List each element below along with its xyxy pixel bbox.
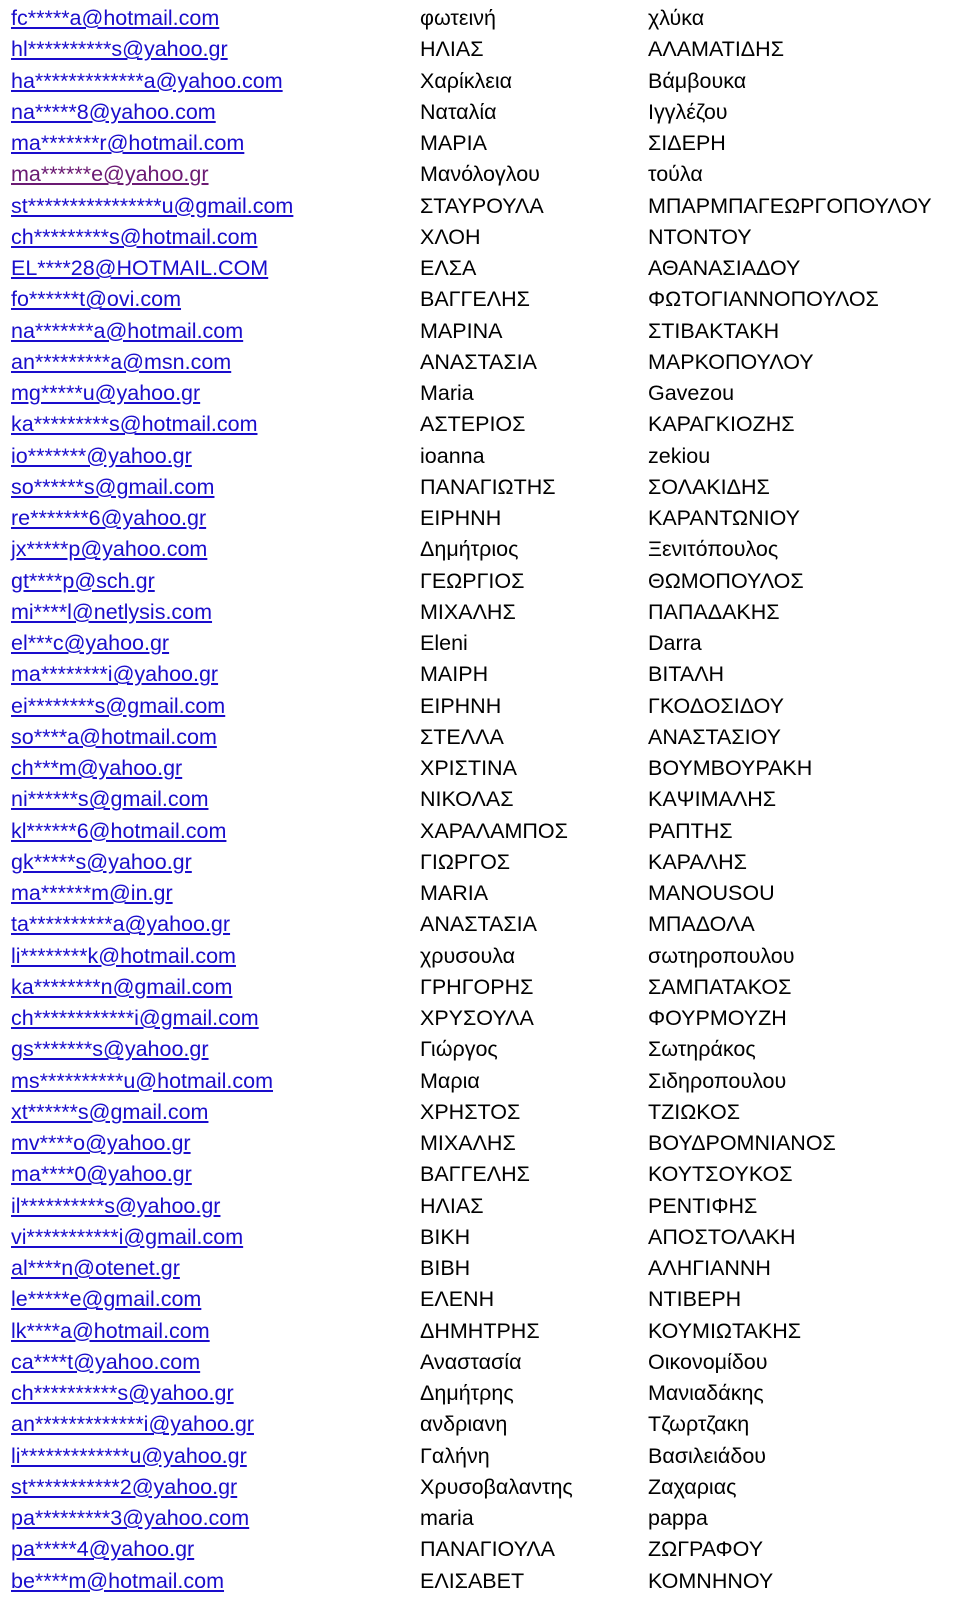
email-cell bbox=[11, 816, 226, 847]
last-name-cell: Βασιλειάδου bbox=[648, 1443, 767, 1468]
email-cell bbox=[11, 1097, 208, 1128]
email-link[interactable]: vi***********i@gmail.com bbox=[11, 1224, 244, 1249]
email-link[interactable]: ei********s@gmail.com bbox=[11, 693, 226, 718]
email-cell bbox=[11, 441, 192, 472]
contact-row bbox=[0, 1066, 960, 1097]
contact-row bbox=[0, 1566, 960, 1597]
last-name-cell: Gavezou bbox=[648, 381, 735, 405]
last-name-cell: ΠΑΠΑΔΑΚΗΣ bbox=[648, 599, 780, 624]
last-name-cell: ΚΟΥΜΙΩΤΑΚΗΣ bbox=[648, 1318, 802, 1343]
email-cell bbox=[11, 1253, 180, 1284]
first-name-cell: Αναστασία bbox=[420, 1349, 522, 1374]
first-name-cell: ΕΛΣΑ bbox=[420, 256, 477, 280]
last-name-cell: ΑΛΗΓΙΑΝΝΗ bbox=[648, 1256, 771, 1280]
last-name-cell: ΖΩΓΡΑΦΟΥ bbox=[648, 1537, 764, 1562]
email-cell bbox=[11, 878, 173, 909]
last-name-cell: ΣΙΔΕΡΗ bbox=[648, 131, 726, 155]
email-cell bbox=[11, 597, 212, 628]
contact-row bbox=[0, 1159, 960, 1190]
email-cell bbox=[11, 191, 293, 222]
email-cell bbox=[11, 1128, 191, 1159]
contact-row bbox=[0, 441, 960, 472]
contact-row bbox=[0, 1378, 960, 1409]
last-name-cell: χλύκα bbox=[648, 6, 705, 30]
email-cell bbox=[11, 1222, 243, 1253]
email-cell bbox=[11, 1284, 201, 1315]
contact-row bbox=[0, 909, 960, 940]
email-cell bbox=[11, 253, 268, 284]
email-cell bbox=[11, 378, 200, 409]
contact-row bbox=[0, 1409, 960, 1440]
email-cell bbox=[11, 1159, 192, 1190]
email-cell bbox=[11, 628, 169, 659]
email-link[interactable]: le*****e@gmail.com bbox=[11, 1287, 202, 1312]
last-name-cell: ΝΤΙΒΕΡΗ bbox=[648, 1287, 742, 1312]
email-link[interactable]: ka********n@gmail.com bbox=[11, 974, 233, 999]
email-cell bbox=[11, 66, 283, 97]
email-cell bbox=[11, 472, 214, 503]
contact-row bbox=[0, 222, 960, 253]
contact-row bbox=[0, 628, 960, 659]
first-name-cell: Μανόλογλου bbox=[420, 162, 540, 187]
email-link[interactable]: fo******t@ovi.com bbox=[11, 287, 182, 312]
contact-row bbox=[0, 566, 960, 597]
email-cell bbox=[11, 316, 243, 347]
first-name-cell: ioanna bbox=[420, 443, 485, 468]
contact-row bbox=[0, 972, 960, 1003]
first-name-cell: ΒΑΓΓΕΛΗΣ bbox=[420, 1162, 530, 1187]
first-name-cell: ΧΡΗΣΤΟΣ bbox=[420, 1099, 521, 1124]
email-cell bbox=[11, 909, 230, 940]
email-link[interactable]: mv****o@yahoo.gr bbox=[11, 1131, 191, 1155]
email-link[interactable]: ma******e@yahoo.gr bbox=[11, 162, 209, 187]
first-name-cell: ΕΙΡΗΝΗ bbox=[420, 506, 502, 530]
email-cell bbox=[11, 3, 219, 34]
last-name-cell: ΡΑΠΤΗΣ bbox=[648, 818, 733, 843]
last-name-cell: Σωτηράκος bbox=[648, 1037, 756, 1062]
contact-row bbox=[0, 753, 960, 784]
first-name-cell: maria bbox=[420, 1506, 474, 1530]
contact-row bbox=[0, 784, 960, 815]
first-name-cell: Ναταλία bbox=[420, 99, 497, 124]
first-name-cell: ΓΙΩΡΓΟΣ bbox=[420, 849, 511, 874]
contact-row bbox=[0, 66, 960, 97]
first-name-cell: ΠΑΝΑΓΙΟΥΛΑ bbox=[420, 1537, 556, 1562]
email-cell bbox=[11, 1441, 247, 1472]
last-name-cell: ΑΝΑΣΤΑΣΙΟΥ bbox=[648, 724, 782, 749]
email-cell bbox=[11, 1191, 220, 1222]
last-name-cell: ΦΟΥΡΜΟΥΖΗ bbox=[648, 1006, 787, 1030]
contact-row bbox=[0, 128, 960, 159]
email-cell bbox=[11, 409, 257, 440]
contact-row bbox=[0, 1128, 960, 1159]
last-name-cell: Μανιαδάκης bbox=[648, 1381, 764, 1405]
first-name-cell: ΕΙΡΗΝΗ bbox=[420, 693, 502, 718]
email-link[interactable]: so****a@hotmail.com bbox=[11, 724, 217, 749]
email-link[interactable]: pa*****4@yahoo.gr bbox=[11, 1537, 195, 1562]
contact-row bbox=[0, 722, 960, 753]
contact-row bbox=[0, 847, 960, 878]
last-name-cell: Οικονομίδου bbox=[648, 1349, 768, 1374]
email-cell bbox=[11, 1503, 249, 1534]
last-name-cell: ΒΙΤΑΛΗ bbox=[648, 662, 725, 687]
last-name-cell: ΝΤΟΝΤΟΥ bbox=[648, 224, 752, 249]
first-name-cell: ΜΑΙΡΗ bbox=[420, 662, 489, 687]
email-cell bbox=[11, 1003, 259, 1034]
last-name-cell: ΚΑΡΑΓΚΙΟΖΗΣ bbox=[648, 412, 795, 437]
contact-row bbox=[0, 1097, 960, 1128]
first-name-cell: χρυσουλα bbox=[420, 943, 516, 968]
last-name-cell: ΑΘΑΝΑΣΙΑΔΟΥ bbox=[648, 256, 801, 280]
email-link[interactable]: pa*********3@yahoo.com bbox=[11, 1506, 250, 1530]
last-name-cell: MANOUSOU bbox=[648, 881, 775, 905]
email-cell bbox=[11, 847, 192, 878]
email-link[interactable]: an*********a@msn.com bbox=[11, 349, 232, 374]
email-link[interactable]: mg*****u@yahoo.gr bbox=[11, 381, 201, 405]
contact-row bbox=[0, 1284, 960, 1315]
email-link[interactable]: el***c@yahoo.gr bbox=[11, 631, 170, 655]
email-cell bbox=[11, 1534, 194, 1565]
email-link[interactable]: ms**********u@hotmail.com bbox=[11, 1068, 274, 1093]
last-name-cell: ΜΑΡΚΟΠΟΥΛΟΥ bbox=[648, 349, 814, 374]
last-name-cell: Ζαχαριας bbox=[648, 1474, 737, 1499]
first-name-cell: ΓΡΗΓΟΡΗΣ bbox=[420, 974, 534, 999]
email-link[interactable]: ch*********s@hotmail.com bbox=[11, 224, 258, 249]
email-cell bbox=[11, 784, 208, 815]
last-name-cell: ΜΠΑΔΟΛΑ bbox=[648, 912, 755, 937]
email-link[interactable]: na*******a@hotmail.com bbox=[11, 318, 244, 343]
email-cell bbox=[11, 128, 244, 159]
first-name-cell: ΝΙΚΟΛΑΣ bbox=[420, 787, 514, 812]
last-name-cell: pappa bbox=[648, 1506, 708, 1530]
first-name-cell: ΔΗΜΗΤΡΗΣ bbox=[420, 1318, 540, 1343]
email-link[interactable]: ta**********a@yahoo.gr bbox=[11, 912, 231, 937]
first-name-cell: ΜΑΡΙΝΑ bbox=[420, 318, 503, 343]
email-link[interactable]: ka*********s@hotmail.com bbox=[11, 412, 258, 437]
email-cell bbox=[11, 566, 155, 597]
email-link[interactable]: na*****8@yahoo.com bbox=[11, 99, 216, 124]
email-link[interactable]: gt****p@sch.gr bbox=[11, 568, 155, 593]
last-name-cell: Ιγγλέζου bbox=[648, 99, 728, 124]
contact-row bbox=[0, 97, 960, 128]
last-name-cell: Σιδηροπουλου bbox=[648, 1068, 787, 1093]
email-cell bbox=[11, 1566, 224, 1597]
first-name-cell: ΧΡΥΣΟΥΛΑ bbox=[420, 1006, 534, 1030]
contact-row bbox=[0, 816, 960, 847]
first-name-cell: ΒΑΓΓΕΛΗΣ bbox=[420, 287, 530, 312]
email-cell bbox=[11, 534, 207, 565]
last-name-cell: ΚΑΡΑΝΤΩΝΙΟΥ bbox=[648, 506, 800, 530]
first-name-cell: ΧΡΙΣΤΙΝΑ bbox=[420, 756, 517, 780]
email-link[interactable]: an*************i@yahoo.gr bbox=[11, 1412, 254, 1437]
first-name-cell: Δημήτριος bbox=[420, 537, 519, 562]
first-name-cell: Χρυσοβαλαντης bbox=[420, 1474, 573, 1499]
first-name-cell: Δημήτρης bbox=[420, 1381, 514, 1405]
email-link[interactable]: ma******m@in.gr bbox=[11, 881, 173, 905]
email-cell bbox=[11, 722, 217, 753]
email-cell bbox=[11, 1472, 237, 1503]
email-cell bbox=[11, 222, 257, 253]
email-link[interactable]: st***********2@yahoo.gr bbox=[11, 1474, 238, 1499]
last-name-cell: Ξενιτόπουλος bbox=[648, 537, 779, 562]
contact-row bbox=[0, 659, 960, 690]
email-link[interactable]: ch************i@gmail.com bbox=[11, 1006, 259, 1030]
email-link[interactable]: li*************u@yahoo.gr bbox=[11, 1443, 247, 1468]
email-link[interactable]: ha*************a@yahoo.com bbox=[11, 68, 283, 93]
email-cell bbox=[11, 34, 228, 65]
last-name-cell: ΣΤΙΒΑΚΤΑΚΗ bbox=[648, 318, 780, 343]
last-name-cell: ΚΟΜΝΗΝΟΥ bbox=[648, 1568, 774, 1593]
email-link[interactable]: gk*****s@yahoo.gr bbox=[11, 849, 192, 874]
last-name-cell: ΒΟΥΜΒΟΥΡΑΚΗ bbox=[648, 756, 813, 780]
email-link[interactable]: st****************u@gmail.com bbox=[11, 193, 294, 218]
last-name-cell: ΚΟΥΤΣΟΥΚΟΣ bbox=[648, 1162, 793, 1187]
contact-row bbox=[0, 1003, 960, 1034]
first-name-cell: Χαρίκλεια bbox=[420, 68, 513, 93]
contact-row bbox=[0, 472, 960, 503]
first-name-cell: ΗΛΙΑΣ bbox=[420, 1193, 484, 1218]
email-cell bbox=[11, 753, 182, 784]
first-name-cell: ΣΤΕΛΛΑ bbox=[420, 724, 504, 749]
first-name-cell: ΜΙΧΑΛΗΣ bbox=[420, 1131, 516, 1155]
last-name-cell: ΤΖΙΩΚΟΣ bbox=[648, 1099, 741, 1124]
last-name-cell: ΚΑΨΙΜΑΛΗΣ bbox=[648, 787, 777, 812]
first-name-cell: ανδριανη bbox=[420, 1412, 508, 1437]
email-cell bbox=[11, 1034, 209, 1065]
email-cell bbox=[11, 1316, 210, 1347]
contact-row bbox=[0, 534, 960, 565]
contact-row bbox=[0, 1534, 960, 1565]
email-link[interactable]: io*******@yahoo.gr bbox=[11, 443, 192, 468]
email-cell bbox=[11, 972, 232, 1003]
contact-row bbox=[0, 1441, 960, 1472]
first-name-cell: ΣΤΑΥΡΟΥΛΑ bbox=[420, 193, 544, 218]
last-name-cell: ΑΠΟΣΤΟΛΑΚΗ bbox=[648, 1224, 796, 1249]
email-cell bbox=[11, 691, 225, 722]
first-name-cell: φωτεινή bbox=[420, 6, 496, 30]
email-link[interactable]: jx*****p@yahoo.com bbox=[11, 537, 208, 562]
last-name-cell: ΣΑΜΠΑΤΑΚΟΣ bbox=[648, 974, 792, 999]
last-name-cell: ΓΚΟΔΟΣΙΔΟΥ bbox=[648, 693, 784, 718]
contact-row bbox=[0, 284, 960, 315]
email-link[interactable]: il**********s@yahoo.gr bbox=[11, 1193, 221, 1218]
email-link[interactable]: li********k@hotmail.com bbox=[11, 943, 236, 968]
email-link[interactable]: al****n@otenet.gr bbox=[11, 1256, 180, 1280]
first-name-cell: Eleni bbox=[420, 631, 468, 655]
email-link[interactable]: ch***m@yahoo.gr bbox=[11, 756, 183, 780]
email-link[interactable]: fc*****a@hotmail.com bbox=[11, 6, 220, 30]
contact-row bbox=[0, 409, 960, 440]
email-cell bbox=[11, 1409, 254, 1440]
last-name-cell: ΡΕΝΤΙΦΗΣ bbox=[648, 1193, 758, 1218]
last-name-cell: Darra bbox=[648, 631, 702, 655]
contact-row bbox=[0, 1253, 960, 1284]
email-link[interactable]: ma****0@yahoo.gr bbox=[11, 1162, 192, 1187]
contact-row bbox=[0, 1191, 960, 1222]
first-name-cell: ΗΛΙΑΣ bbox=[420, 37, 484, 62]
email-link[interactable]: mi****l@netlysis.com bbox=[11, 599, 213, 624]
last-name-cell: ΦΩΤΟΓΙΑΝΝΟΠΟΥΛΟΣ bbox=[648, 287, 879, 312]
contact-row bbox=[0, 503, 960, 534]
last-name-cell: Τζωρτζακη bbox=[648, 1412, 750, 1437]
email-link[interactable]: hl**********s@yahoo.gr bbox=[11, 37, 228, 62]
first-name-cell: Γαλήνη bbox=[420, 1443, 490, 1468]
first-name-cell: ΒΙΚΗ bbox=[420, 1224, 471, 1249]
email-link[interactable]: ch**********s@yahoo.gr bbox=[11, 1381, 234, 1405]
first-name-cell: ΕΛΙΣΑΒΕΤ bbox=[420, 1568, 525, 1593]
first-name-cell: ΑΣΤΕΡΙΟΣ bbox=[420, 412, 526, 437]
last-name-cell: ΘΩΜΟΠΟΥΛΟΣ bbox=[648, 568, 804, 593]
contact-row bbox=[0, 253, 960, 284]
first-name-cell: ΒΙΒΗ bbox=[420, 1256, 471, 1280]
last-name-cell: σωτηροπουλου bbox=[648, 943, 795, 968]
contact-row bbox=[0, 1472, 960, 1503]
email-cell bbox=[11, 1347, 200, 1378]
email-link[interactable]: xt******s@gmail.com bbox=[11, 1099, 209, 1124]
first-name-cell: Maria bbox=[420, 381, 474, 405]
first-name-cell: MARIA bbox=[420, 881, 489, 905]
email-cell bbox=[11, 97, 216, 128]
email-link[interactable]: kl******6@hotmail.com bbox=[11, 818, 227, 843]
contact-row bbox=[0, 941, 960, 972]
email-link[interactable]: ma********i@yahoo.gr bbox=[11, 662, 219, 687]
first-name-cell: ΧΛΟΗ bbox=[420, 224, 481, 249]
first-name-cell: ΑΝΑΣΤΑΣΙΑ bbox=[420, 912, 537, 937]
contact-row bbox=[0, 1316, 960, 1347]
email-link[interactable]: ca****t@yahoo.com bbox=[11, 1349, 201, 1374]
contact-row bbox=[0, 34, 960, 65]
email-link[interactable]: be****m@hotmail.com bbox=[11, 1568, 225, 1593]
email-cell bbox=[11, 659, 218, 690]
contact-row bbox=[0, 597, 960, 628]
last-name-cell: ΚΑΡΑΛΗΣ bbox=[648, 849, 747, 874]
contact-row bbox=[0, 191, 960, 222]
contact-row bbox=[0, 878, 960, 909]
email-cell bbox=[11, 503, 206, 534]
first-name-cell: ΧΑΡΑΛΑΜΠΟΣ bbox=[420, 818, 568, 843]
email-link[interactable]: ni******s@gmail.com bbox=[11, 787, 209, 812]
email-link[interactable]: ma*******r@hotmail.com bbox=[11, 131, 245, 155]
contact-row bbox=[0, 1034, 960, 1065]
last-name-cell: ΒΟΥΔΡΟΜΝΙΑΝΟΣ bbox=[648, 1131, 836, 1155]
first-name-cell: ΓΕΩΡΓΙΟΣ bbox=[420, 568, 525, 593]
contact-row bbox=[0, 691, 960, 722]
first-name-cell: ΑΝΑΣΤΑΣΙΑ bbox=[420, 349, 537, 374]
email-link[interactable]: so******s@gmail.com bbox=[11, 474, 215, 499]
contact-row bbox=[0, 1503, 960, 1534]
contact-row bbox=[0, 1347, 960, 1378]
first-name-cell: ΜΙΧΑΛΗΣ bbox=[420, 599, 516, 624]
contact-row bbox=[0, 1222, 960, 1253]
contact-row bbox=[0, 378, 960, 409]
email-cell bbox=[11, 284, 181, 315]
email-link[interactable]: gs*******s@yahoo.gr bbox=[11, 1037, 209, 1062]
email-link[interactable]: EL****28@HOTMAIL.COM bbox=[11, 256, 269, 280]
last-name-cell: τούλα bbox=[648, 162, 703, 187]
first-name-cell: ΜΑΡΙΑ bbox=[420, 131, 487, 155]
first-name-cell: Μαρια bbox=[420, 1068, 480, 1093]
first-name-cell: ΕΛΕΝΗ bbox=[420, 1287, 495, 1312]
first-name-cell: ΠΑΝΑΓΙΩΤΗΣ bbox=[420, 474, 556, 499]
contact-row bbox=[0, 347, 960, 378]
email-cell bbox=[11, 159, 209, 190]
last-name-cell: ΑΛΑΜΑΤΙΔΗΣ bbox=[648, 37, 784, 62]
contact-row bbox=[0, 316, 960, 347]
email-cell bbox=[11, 1378, 234, 1409]
contact-row bbox=[0, 3, 960, 34]
email-cell bbox=[11, 1066, 273, 1097]
email-cell bbox=[11, 347, 231, 378]
contact-row bbox=[0, 159, 960, 190]
last-name-cell: Βάμβουκα bbox=[648, 68, 747, 93]
first-name-cell: Γιώργος bbox=[420, 1037, 498, 1062]
last-name-cell: ΜΠΑΡΜΠΑΓΕΩΡΓΟΠΟΥΛΟΥ bbox=[648, 193, 932, 218]
email-link[interactable]: lk****a@hotmail.com bbox=[11, 1318, 210, 1343]
last-name-cell: zekiou bbox=[648, 443, 711, 468]
last-name-cell: ΣΟΛΑΚΙΔΗΣ bbox=[648, 474, 770, 499]
email-link[interactable]: re*******6@yahoo.gr bbox=[11, 506, 207, 530]
email-cell bbox=[11, 941, 236, 972]
